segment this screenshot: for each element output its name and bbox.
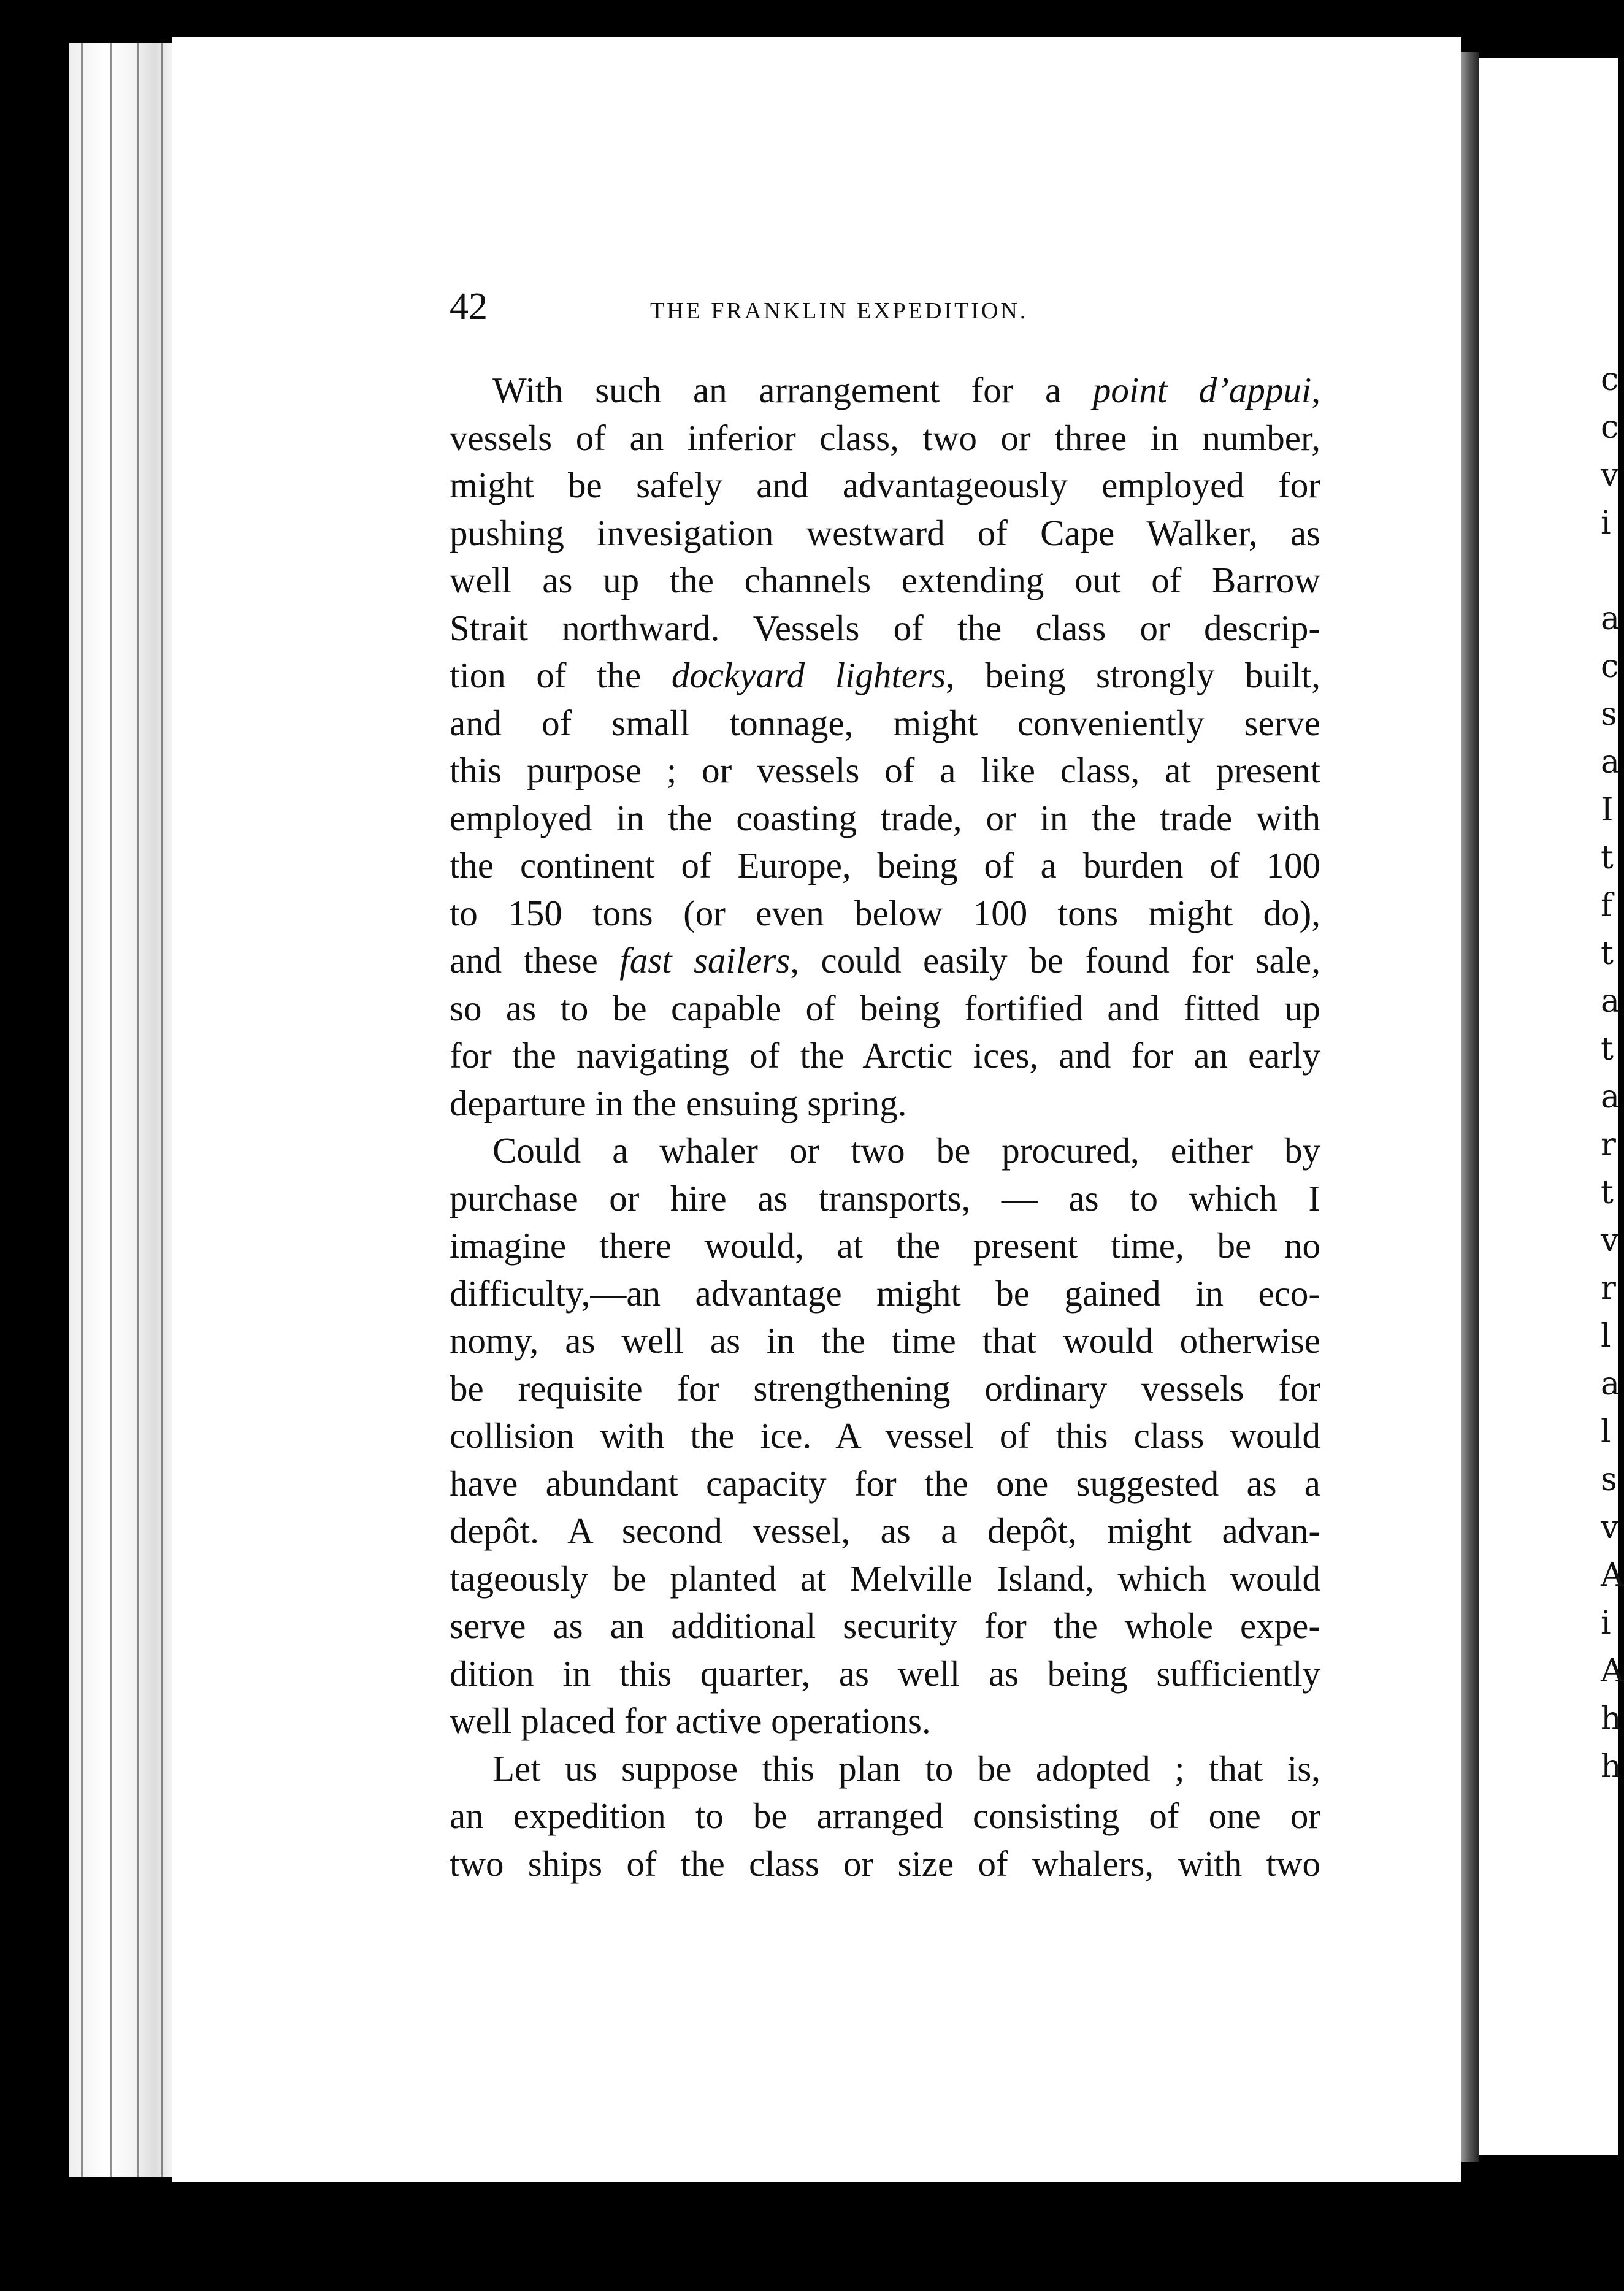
text-run: the continent of Europe, being of a burden of 100 [450,845,1320,885]
text-run: Strait northward. Vessels of the class or descrip- [450,607,1320,648]
text-line [450,1412,1320,1460]
facing-page-letter: c [1601,409,1619,446]
text-run: well as up the channels extending out of Barrow [450,560,1320,600]
text-run: purchase or hire as transports, — as to which I [450,1177,1320,1218]
text-run: employed in the coasting trade, or in the trade with [450,797,1320,838]
text-run: vessels of an inferior class, two or three in number, [450,417,1320,458]
text-run: and these [450,940,620,981]
facing-page-letter: f [1601,887,1613,924]
facing-page-letter: s [1601,1461,1617,1498]
italic-phrase: point d’appui [1092,370,1312,410]
text-line [450,1840,1320,1888]
text-run: tion of the [450,655,672,695]
text-line [450,890,1320,938]
text-line [450,1032,1320,1080]
text-run: for the navigating of the Arctic ices, and for an early [450,1035,1320,1076]
text-line [450,652,1320,700]
text-line [450,700,1320,748]
facing-page-letter: c [1601,648,1619,685]
facing-page-letter: a [1601,1079,1620,1115]
text-line [450,985,1320,1033]
text-run: , being strongly built, [946,655,1320,695]
text-run: dition in this quarter, as well as being sufficiently [450,1653,1320,1694]
text-line [450,1650,1320,1698]
text-run: pushing invesigation westward of Cape Walker, as [450,512,1320,553]
facing-page-letter: A [1601,1653,1624,1689]
text-run: this purpose ; or vessels of a like class, at present [450,750,1320,790]
text-run: serve as an additional security for the whole expe- [450,1605,1320,1646]
facing-page-letter: a [1601,744,1620,781]
text-line [450,1175,1320,1223]
text-run: depôt. A second vessel, as a depôt, might advan- [450,1510,1320,1551]
text-line [450,1365,1320,1413]
italic-phrase: fast sailers [619,940,791,981]
text-line [450,1127,1320,1175]
text-run: imagine there would, at the present time, be no [450,1225,1320,1266]
page-edge-line [81,43,83,2177]
text-run: , [1311,370,1320,410]
text-run: nomy, as well as in the time that would otherwise [450,1320,1320,1361]
text-line [450,1555,1320,1603]
text-line [450,605,1320,652]
text-run: might be safely and advantageously employed for [450,465,1320,505]
facing-page-letter: v [1601,1222,1619,1259]
facing-page-letter: s [1601,696,1617,733]
text-run: , could easily be found for sale, [790,940,1320,981]
paragraph [450,1745,1320,1888]
text-line [450,367,1320,415]
text-line [450,1080,1320,1128]
facing-page-letter: a [1601,600,1620,637]
text-run: collision with the ice. A vessel of this class would [450,1415,1320,1456]
facing-page-letter: v [1601,457,1619,494]
text-run: be requisite for strengthening ordinary vessels for [450,1367,1320,1409]
text-line [450,747,1320,795]
facing-page-letter: i [1601,1605,1611,1642]
facing-page-letter: t [1601,1031,1614,1068]
text-line [450,1697,1320,1745]
page-edge-line [110,43,112,2177]
facing-page-letter: A [1601,1557,1624,1594]
text-run: tageously be planted at Melville Island, which would [450,1558,1320,1599]
text-line [450,1460,1320,1508]
facing-page-letter: a [1601,983,1620,1020]
text-run: and of small tonnage, might conveniently serve [450,702,1320,743]
facing-page-letter [1601,547,1618,595]
text-line [450,1270,1320,1318]
paragraph [450,367,1320,1127]
body-text [450,367,1320,1887]
text-run: departure in the ensuing spring. [450,1082,907,1123]
running-title: THE FRANKLIN EXPEDITION. [650,298,1028,324]
text-line [450,1507,1320,1555]
facing-page-letter: h [1601,1700,1622,1737]
page-number: 42 [450,286,488,327]
facing-page [1479,58,1624,2155]
text-run: have abundant capacity for the one suggested as a [450,1463,1320,1504]
text-line [450,415,1320,462]
facing-page-letter: l [1601,1413,1611,1450]
book-gutter-shadow [1461,52,1479,2162]
text-line [450,795,1320,843]
text-line [450,1222,1320,1270]
page-edge-line [137,43,139,2177]
facing-page-letter: t [1601,840,1614,876]
text-run: so as to be capable of being fortified and fitted up [450,987,1320,1028]
page-edge-line [161,43,163,2177]
facing-page-text-fragments [1601,356,1624,1791]
facing-page-letter: t [1601,935,1614,972]
text-run: well placed for active operations. [450,1700,931,1741]
text-run: an expedition to be arranged consisting of one or [450,1796,1320,1836]
text-line [450,842,1320,890]
text-line [450,1602,1320,1650]
text-line [450,1792,1320,1840]
facing-page-letter: r [1601,1126,1616,1163]
text-line [450,462,1320,510]
italic-phrase: dockyard lighters [671,655,946,695]
facing-page-letter: a [1601,1366,1620,1402]
text-line [450,937,1320,985]
text-run: With such an arrangement for a [492,370,1093,410]
facing-page-letter: I [1601,792,1614,828]
facing-page-letter: t [1601,1174,1614,1211]
text-run: Let us suppose this plan to be adopted ; that is, [492,1748,1320,1789]
facing-page-letter: c [1601,361,1619,398]
facing-page-letter: i [1601,505,1611,541]
text-run: difficulty,—an advantage might be gained in eco- [450,1272,1320,1314]
facing-page-letter: l [1601,1318,1611,1355]
text-line [450,1317,1320,1365]
book-page-edges-left [69,43,176,2177]
text-run: Could a whaler or two be procured, either by [492,1130,1320,1171]
running-head [450,285,1118,334]
text-line [450,557,1320,605]
paragraph [450,1127,1320,1745]
facing-page-letter: r [1601,1270,1616,1307]
text-run: to 150 tons (or even below 100 tons might do), [450,892,1320,933]
text-line [450,1745,1320,1793]
text-run: two ships of the class or size of whalers, with two [450,1843,1320,1884]
text-line [450,510,1320,557]
facing-page-letter: h [1601,1748,1622,1785]
facing-page-letter: v [1601,1509,1619,1546]
